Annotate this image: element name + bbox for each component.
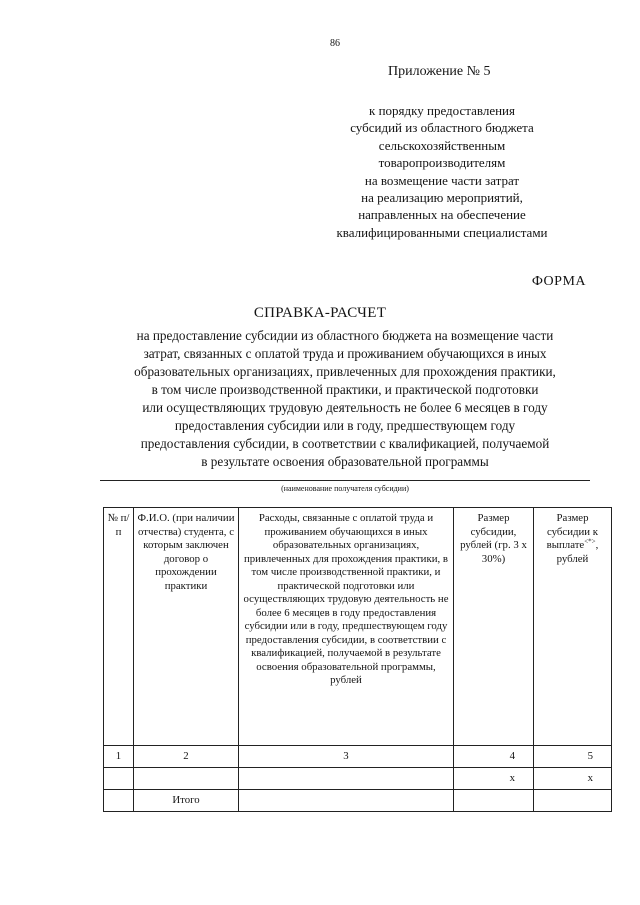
subtitle-line: образовательных организациях, привлеченных для прохождения практики,: [134, 364, 556, 379]
table-cell: [454, 790, 534, 812]
total-label: Итого: [134, 790, 239, 812]
header-expenses: Расходы, связанные с оплатой труда и проживанием обучающихся в иных образовательных организациях, привлеченных для прохождения практики, в том числе производственной практики, и практической подготовки или осуществляющих трудовую деятельность не более 6 месяцев в году предоставления субсидии или в году, предшествующем году предоставления субсидии, в соответствии с квалификацией, получаемой в результате освоения образовательной программы, рублей: [239, 508, 454, 746]
order-line: к порядку предоставления: [369, 103, 515, 118]
subtitle-line: в том числе производственной практики, и практической подготовки: [151, 382, 539, 397]
table-cell: [534, 790, 612, 812]
order-line: товаропроизводителям: [378, 155, 506, 171]
document-title: СПРАВКА-РАСЧЕТ: [253, 305, 387, 321]
order-line: на возмещение части затрат: [364, 172, 520, 188]
table-cell: [239, 768, 454, 790]
header-number: № п/п: [104, 508, 134, 746]
header-full-name: Ф.И.О. (при наличии отчества) студента, с которым заключен договор о прохождении практики: [134, 508, 239, 746]
header-subsidy-payable: [534, 508, 612, 746]
appendix-title: Приложение № 5: [388, 64, 491, 79]
subtitle-line: предоставления субсидии, в соответствии с квалификацией, получаемой: [140, 436, 550, 451]
order-line: на реализацию мероприятий,: [361, 190, 523, 206]
footnote-reference: <*>: [584, 537, 596, 546]
subtitle-line: затрат, связанных с оплатой труда и проживанием обучающихся в иных: [143, 346, 547, 361]
column-number: 3: [239, 746, 454, 768]
header-subsidy-payable-text: Размер субсидии к выплате: [546, 512, 598, 551]
order-line: направленных на обеспечение: [358, 207, 526, 223]
total-row: [104, 790, 612, 812]
table-row: [104, 768, 612, 790]
subtitle-line: в результате освоения образовательной программы: [201, 454, 489, 469]
subtitle-line: на предоставление субсидии из областного бюджета на возмещение части: [136, 328, 554, 343]
order-line: квалифицированными специалистами: [336, 224, 548, 240]
calculation-table: [103, 507, 612, 812]
form-label: ФОРМА: [531, 274, 586, 289]
subtitle-line: предоставления субсидии или в году, предшествующем году: [174, 418, 516, 433]
header-subsidy-payable-unit: , рублей: [556, 539, 599, 565]
page-number: 86: [330, 38, 340, 49]
table-cell: [104, 768, 134, 790]
recipient-name-line: [100, 480, 590, 481]
order-line: сельскохозяйственным: [378, 137, 506, 153]
table-header-row: [104, 508, 612, 746]
column-number: 4: [454, 746, 534, 768]
table-cell: х: [534, 768, 612, 790]
table-cell: [104, 790, 134, 812]
table-cell: [239, 790, 454, 812]
header-subsidy-amount: Размер субсидии, рублей (гр. 3 x 30%): [454, 508, 534, 746]
column-number: 2: [134, 746, 239, 768]
recipient-caption: (наименование получателя субсидии): [281, 484, 409, 493]
table-cell: х: [454, 768, 534, 790]
table-cell: [134, 768, 239, 790]
column-number-row: [104, 746, 612, 768]
order-line: субсидий из областного бюджета: [350, 120, 534, 136]
column-number: 1: [104, 746, 134, 768]
document-subtitle: [90, 327, 600, 471]
order-reference: [320, 102, 564, 241]
column-number: 5: [534, 746, 612, 768]
subtitle-line: или осуществляющих трудовую деятельность не более 6 месяцев в году: [142, 400, 548, 415]
